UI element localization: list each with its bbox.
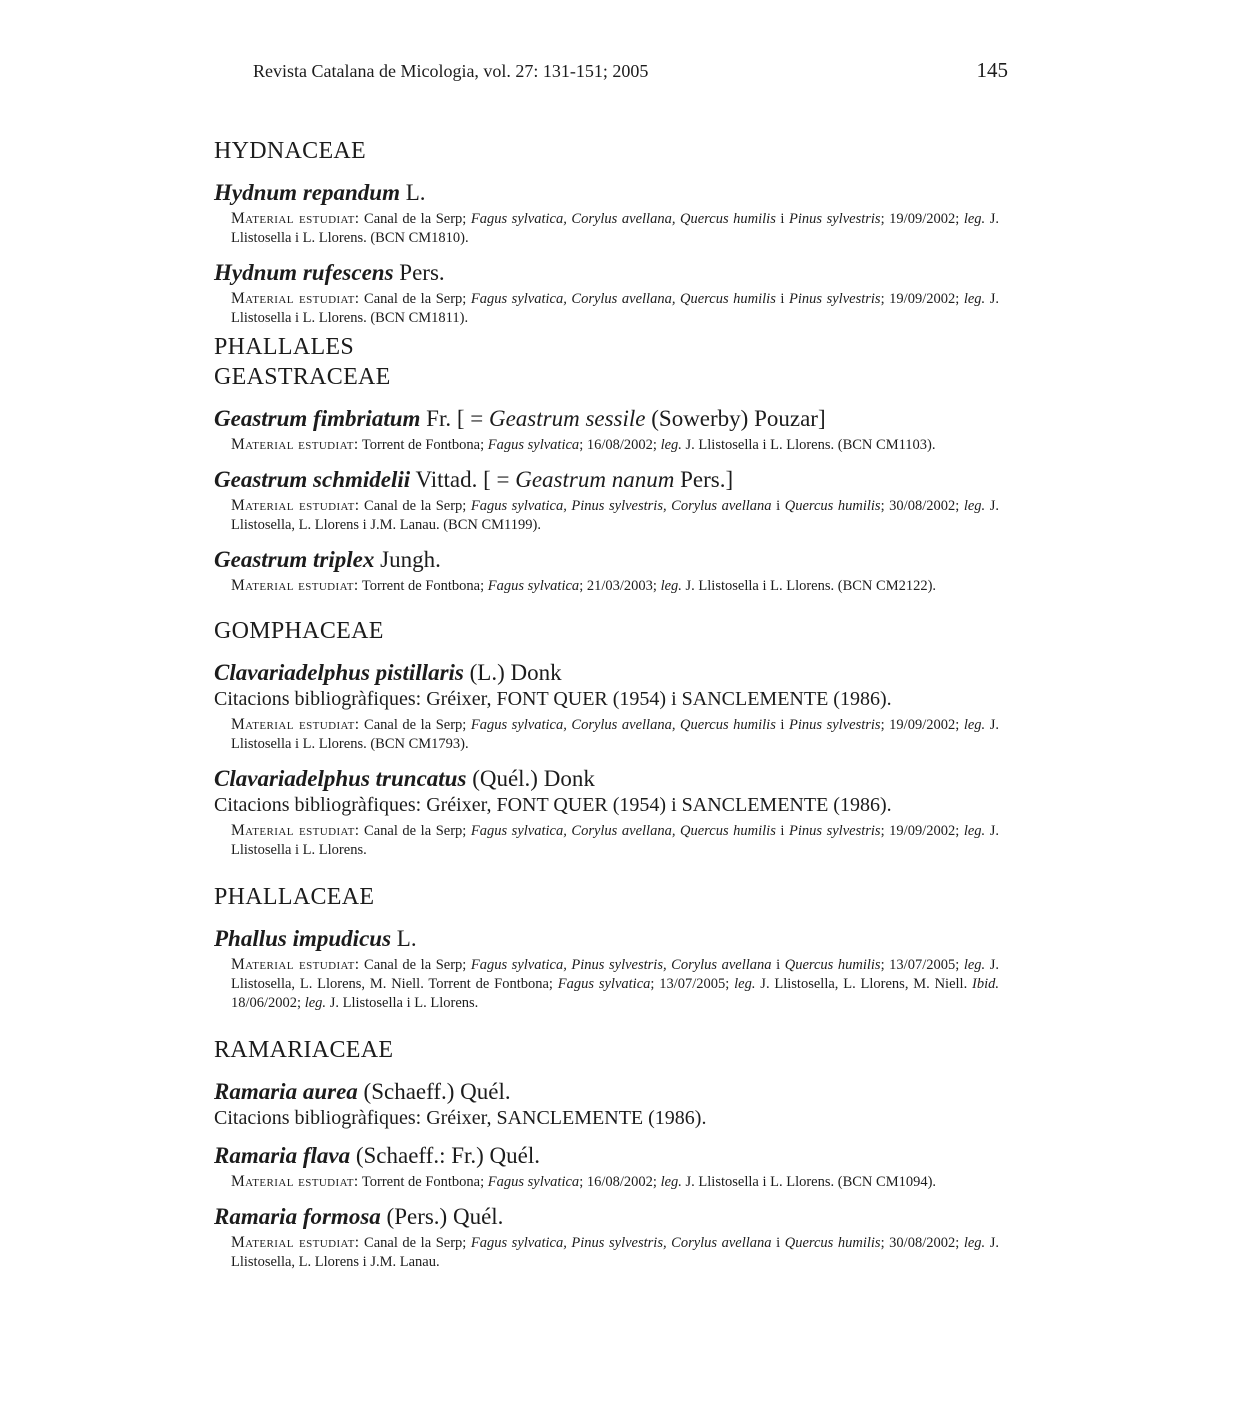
- material-italic-segment: Fagus sylvatica, Pinus sylvestris, Corylus avellana: [470, 498, 772, 514]
- material-studied: [214, 955, 999, 1013]
- material-text-segment: i: [771, 498, 785, 514]
- material-italic-segment: Fagus sylvatica: [487, 437, 580, 453]
- material-studied: [214, 576, 999, 596]
- species-entry: [214, 660, 999, 754]
- material-label: Material estudiat:: [231, 290, 360, 307]
- family-heading: PHALLACEAE: [214, 884, 375, 910]
- species-entry: [214, 547, 999, 596]
- material-italic-segment: Fagus sylvatica, Corylus avellana, Quercus humilis: [470, 823, 776, 839]
- species-entry: [214, 1143, 999, 1192]
- material-italic-segment: leg.: [963, 498, 986, 514]
- material-italic-segment: Pinus sylvestris: [789, 823, 881, 839]
- material-label: Material estudiat:: [231, 210, 360, 227]
- material-text-segment: ; 16/08/2002;: [579, 437, 661, 453]
- family-heading: GOMPHACEAE: [214, 618, 384, 644]
- species-name: Geastrum fimbriatum: [214, 406, 421, 431]
- material-italic-segment: Ibid.: [972, 976, 999, 992]
- material-label: Material estudiat:: [231, 497, 360, 514]
- material-label: Material estudiat:: [231, 436, 359, 453]
- species-name: Ramaria flava: [214, 1143, 351, 1168]
- material-label: Material estudiat:: [231, 716, 360, 733]
- material-text-segment: J. Llistosella i L. Llorens. (BCN CM1811).: [231, 291, 999, 326]
- species-author: Fr. [ =: [420, 406, 489, 431]
- species-title: [214, 406, 999, 432]
- material-italic-segment: leg.: [963, 291, 986, 307]
- material-text-segment: Canal de la Serp;: [364, 1235, 471, 1251]
- material-italic-segment: Fagus sylvatica, Pinus sylvestris, Corylus avellana: [470, 957, 772, 973]
- species-author: (Pers.) Quél.: [380, 1204, 504, 1229]
- family-heading: GEASTRACEAE: [214, 364, 391, 390]
- order-heading: PHALLALES: [214, 334, 355, 360]
- journal-citation: Revista Catalana de Micologia, vol. 27: 131-151; 2005: [253, 61, 649, 81]
- species-entry: [214, 406, 999, 455]
- material-text-segment: Canal de la Serp;: [364, 957, 471, 973]
- material-text-segment: J. Llistosella i L. Llorens. (BCN CM1103).: [681, 437, 936, 453]
- material-text-segment: ; 30/08/2002;: [880, 498, 964, 514]
- species-name: Hydnum repandum: [214, 180, 400, 205]
- material-text-segment: i: [775, 823, 790, 839]
- material-studied: [214, 496, 999, 535]
- species-title: [214, 547, 999, 573]
- material-text-segment: i: [775, 291, 790, 307]
- synonym-name: Geastrum nanum: [515, 467, 675, 492]
- species-entry: [214, 180, 999, 248]
- species-name: Geastrum triplex: [214, 547, 375, 572]
- material-text-segment: J. Llistosella, L. Llorens i J.M. Lanau. (BCN CM1199).: [231, 498, 999, 533]
- species-list: [214, 136, 999, 1272]
- running-header: [253, 58, 1008, 83]
- material-text-segment: Canal de la Serp;: [364, 291, 471, 307]
- material-text-segment: J. Llistosella i L. Llorens. (BCN CM1793).: [231, 717, 999, 752]
- species-author: L.: [399, 180, 426, 205]
- material-text-segment: ; 21/03/2003;: [579, 578, 661, 594]
- material-italic-segment: Fagus sylvatica, Pinus sylvestris, Corylus avellana: [470, 1235, 772, 1251]
- material-text-segment: ; 13/07/2005;: [880, 957, 964, 973]
- material-italic-segment: Pinus sylvestris: [789, 211, 881, 227]
- material-italic-segment: leg.: [963, 1235, 986, 1251]
- species-title: [214, 260, 999, 286]
- material-text-segment: Canal de la Serp;: [364, 211, 471, 227]
- species-entry: [214, 1079, 999, 1131]
- material-italic-segment: leg.: [963, 211, 986, 227]
- material-text-segment: J. Llistosella i L. Llorens.: [326, 995, 479, 1011]
- species-name: Ramaria formosa: [214, 1204, 381, 1229]
- material-italic-segment: leg.: [963, 717, 986, 733]
- species-entry: [214, 467, 999, 535]
- material-text-segment: 18/06/2002;: [231, 995, 305, 1011]
- species-name: Clavariadelphus truncatus: [214, 766, 467, 791]
- species-entry: [214, 1204, 999, 1272]
- family-heading: HYDNACEAE: [214, 138, 367, 164]
- material-text-segment: J. Llistosella i L. Llorens. (BCN CM2122).: [681, 578, 937, 594]
- species-author: (Schaeff.: Fr.) Quél.: [350, 1143, 541, 1168]
- material-text-segment: ; 30/08/2002;: [880, 1235, 964, 1251]
- material-label: Material estudiat:: [231, 577, 359, 594]
- material-text-segment: i: [775, 717, 790, 733]
- material-text-segment: J. Llistosella, L. Llorens i J.M. Lanau.: [231, 1235, 999, 1270]
- material-text-segment: J. Llistosella, L. Llorens, M. Niell.: [755, 976, 973, 992]
- page-number: 145: [976, 58, 1008, 82]
- material-label: Material estudiat:: [231, 1234, 360, 1251]
- material-text-segment: Torrent de Fontbona;: [361, 437, 488, 453]
- species-name: Hydnum rufescens: [214, 260, 394, 285]
- species-title: [214, 180, 999, 206]
- species-author: Pers.: [393, 260, 445, 285]
- material-text-segment: Canal de la Serp;: [364, 498, 471, 514]
- material-italic-segment: leg.: [660, 578, 682, 594]
- material-italic-segment: leg.: [734, 976, 756, 992]
- species-name: Clavariadelphus pistillaris: [214, 660, 464, 685]
- material-italic-segment: Fagus sylvatica, Corylus avellana, Quercus humilis: [470, 211, 776, 227]
- material-studied: [214, 821, 999, 860]
- material-text-segment: i: [771, 1235, 785, 1251]
- material-italic-segment: Fagus sylvatica: [487, 1174, 580, 1190]
- species-title: [214, 467, 999, 493]
- species-author: (Schaeff.) Quél.: [357, 1079, 511, 1104]
- material-text-segment: J. Llistosella i L. Llorens. (BCN CM1810).: [231, 211, 999, 246]
- material-text-segment: ; 19/09/2002;: [880, 717, 964, 733]
- material-studied: [214, 1233, 999, 1272]
- material-label: Material estudiat:: [231, 1173, 359, 1190]
- synonym-author: (Sowerby) Pouzar]: [645, 406, 826, 431]
- synonym-author: Pers.]: [674, 467, 734, 492]
- species-author: (L.) Donk: [463, 660, 562, 685]
- material-text-segment: ; 19/09/2002;: [880, 291, 964, 307]
- material-italic-segment: Fagus sylvatica, Corylus avellana, Quercus humilis: [470, 291, 776, 307]
- material-text-segment: Canal de la Serp;: [364, 823, 471, 839]
- material-italic-segment: Pinus sylvestris: [789, 291, 881, 307]
- species-entry: [214, 766, 999, 860]
- material-studied: [214, 209, 999, 248]
- material-studied: [214, 435, 999, 455]
- bibliographic-citation: Citacions bibliogràfiques: Gréixer, SANCLEMENTE (1986).: [214, 1107, 707, 1129]
- material-italic-segment: Fagus sylvatica: [487, 578, 580, 594]
- material-studied: [214, 289, 999, 328]
- synonym-name: Geastrum sessile: [488, 406, 646, 431]
- species-entry: [214, 260, 999, 328]
- material-text-segment: J. Llistosella i L. Llorens.: [231, 823, 999, 858]
- material-text-segment: ; 19/09/2002;: [880, 211, 964, 227]
- material-text-segment: Torrent de Fontbona;: [361, 578, 488, 594]
- species-title: [214, 1204, 999, 1230]
- species-name: Ramaria aurea: [214, 1079, 358, 1104]
- species-title: [214, 1079, 999, 1105]
- material-text-segment: ; 13/07/2005;: [650, 976, 735, 992]
- family-heading: RAMARIACEAE: [214, 1037, 394, 1063]
- species-title: [214, 660, 999, 686]
- material-italic-segment: Pinus sylvestris: [789, 717, 881, 733]
- material-text-segment: Canal de la Serp;: [364, 717, 471, 733]
- material-text-segment: i: [771, 957, 785, 973]
- material-italic-segment: Quercus humilis: [784, 1235, 881, 1251]
- material-italic-segment: Fagus sylvatica, Corylus avellana, Quercus humilis: [470, 717, 776, 733]
- material-italic-segment: Quercus humilis: [784, 498, 881, 514]
- material-text-segment: J. Llistosella, L. Llorens, M. Niell. Torrent de Fontbona;: [231, 957, 999, 992]
- species-author: (Quél.) Donk: [466, 766, 595, 791]
- material-italic-segment: Fagus sylvatica: [557, 976, 651, 992]
- species-title: [214, 1143, 999, 1169]
- material-italic-segment: leg.: [963, 823, 986, 839]
- material-italic-segment: Quercus humilis: [784, 957, 881, 973]
- species-name: Phallus impudicus: [214, 926, 392, 951]
- species-title: [214, 926, 999, 952]
- species-name: Geastrum schmidelii: [214, 467, 411, 492]
- bibliographic-citation: Citacions bibliogràfiques: Gréixer, FONT QUER (1954) i SANCLEMENTE (1986).: [214, 794, 892, 816]
- species-title: [214, 766, 999, 792]
- material-text-segment: ; 16/08/2002;: [579, 1174, 661, 1190]
- bibliographic-citation: Citacions bibliogràfiques: Gréixer, FONT QUER (1954) i SANCLEMENTE (1986).: [214, 688, 892, 710]
- material-italic-segment: leg.: [660, 1174, 682, 1190]
- material-label: Material estudiat:: [231, 956, 360, 973]
- species-author: L.: [391, 926, 417, 951]
- material-label: Material estudiat:: [231, 822, 360, 839]
- material-text-segment: Torrent de Fontbona;: [361, 1174, 488, 1190]
- species-entry: [214, 926, 999, 1013]
- material-studied: [214, 1172, 999, 1192]
- species-author: Vittad. [ =: [410, 467, 516, 492]
- material-italic-segment: leg.: [304, 995, 327, 1011]
- material-text-segment: ; 19/09/2002;: [880, 823, 964, 839]
- material-text-segment: J. Llistosella i L. Llorens. (BCN CM1094).: [681, 1174, 937, 1190]
- material-italic-segment: leg.: [963, 957, 986, 973]
- material-italic-segment: leg.: [660, 437, 682, 453]
- material-text-segment: i: [775, 211, 790, 227]
- material-studied: [214, 715, 999, 754]
- species-author: Jungh.: [374, 547, 441, 572]
